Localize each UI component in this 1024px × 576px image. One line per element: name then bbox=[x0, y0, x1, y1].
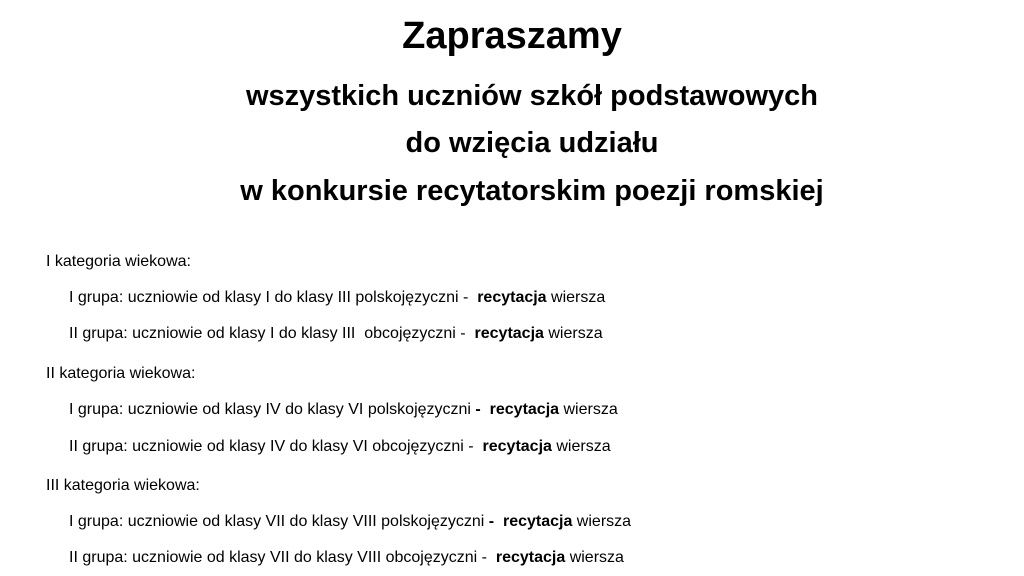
group-activity: recytacja bbox=[495, 549, 566, 566]
group-suffix: wiersza bbox=[565, 549, 624, 566]
group-line bbox=[69, 324, 603, 344]
group-line bbox=[69, 288, 605, 308]
group-line bbox=[69, 400, 618, 420]
group-suffix: wiersza bbox=[559, 401, 618, 418]
group-line bbox=[69, 512, 631, 532]
group-activity: recytacja bbox=[482, 438, 552, 455]
group-activity: recytacja bbox=[474, 325, 544, 342]
group-suffix: wiersza bbox=[551, 438, 611, 455]
category-label-1: I kategoria wiekowa: bbox=[46, 253, 191, 270]
group-text: I grupa: uczniowie od klasy I do klasy III polskojęzyczni - bbox=[69, 289, 478, 306]
group-text: II grupa: uczniowie od klasy I do klasy III obcojęzyczni - bbox=[69, 325, 475, 342]
group-suffix: wiersza bbox=[543, 325, 603, 342]
group-line bbox=[69, 437, 611, 457]
group-activity: - recytacja bbox=[488, 513, 573, 530]
group-suffix: wiersza bbox=[546, 289, 606, 306]
group-activity: - recytacja bbox=[475, 401, 560, 418]
group-text: I grupa: uczniowie od klasy VII do klasy VIII polskojęzyczni bbox=[69, 513, 489, 530]
group-text: I grupa: uczniowie od klasy IV do klasy VI polskojęzyczni bbox=[69, 401, 476, 418]
subtitle-line-2: do wzięcia udziału bbox=[405, 127, 659, 159]
group-line bbox=[69, 548, 624, 568]
page-title: Zapraszamy bbox=[402, 15, 622, 57]
group-suffix: wiersza bbox=[572, 513, 632, 530]
group-text: II grupa: uczniowie od klasy IV do klasy VI obcojęzyczni - bbox=[69, 438, 483, 455]
group-text: II grupa: uczniowie od klasy VII do klasy VIII obcojęzyczni - bbox=[69, 549, 496, 566]
group-activity: recytacja bbox=[477, 289, 547, 306]
category-label-3: III kategoria wiekowa: bbox=[46, 477, 200, 494]
subtitle-line-1: wszystkich uczniów szkół podstawowych bbox=[245, 80, 819, 112]
category-label-2: II kategoria wiekowa: bbox=[46, 365, 196, 382]
subtitle-line-3: w konkursie recytatorskim poezji romskiej bbox=[240, 175, 824, 207]
